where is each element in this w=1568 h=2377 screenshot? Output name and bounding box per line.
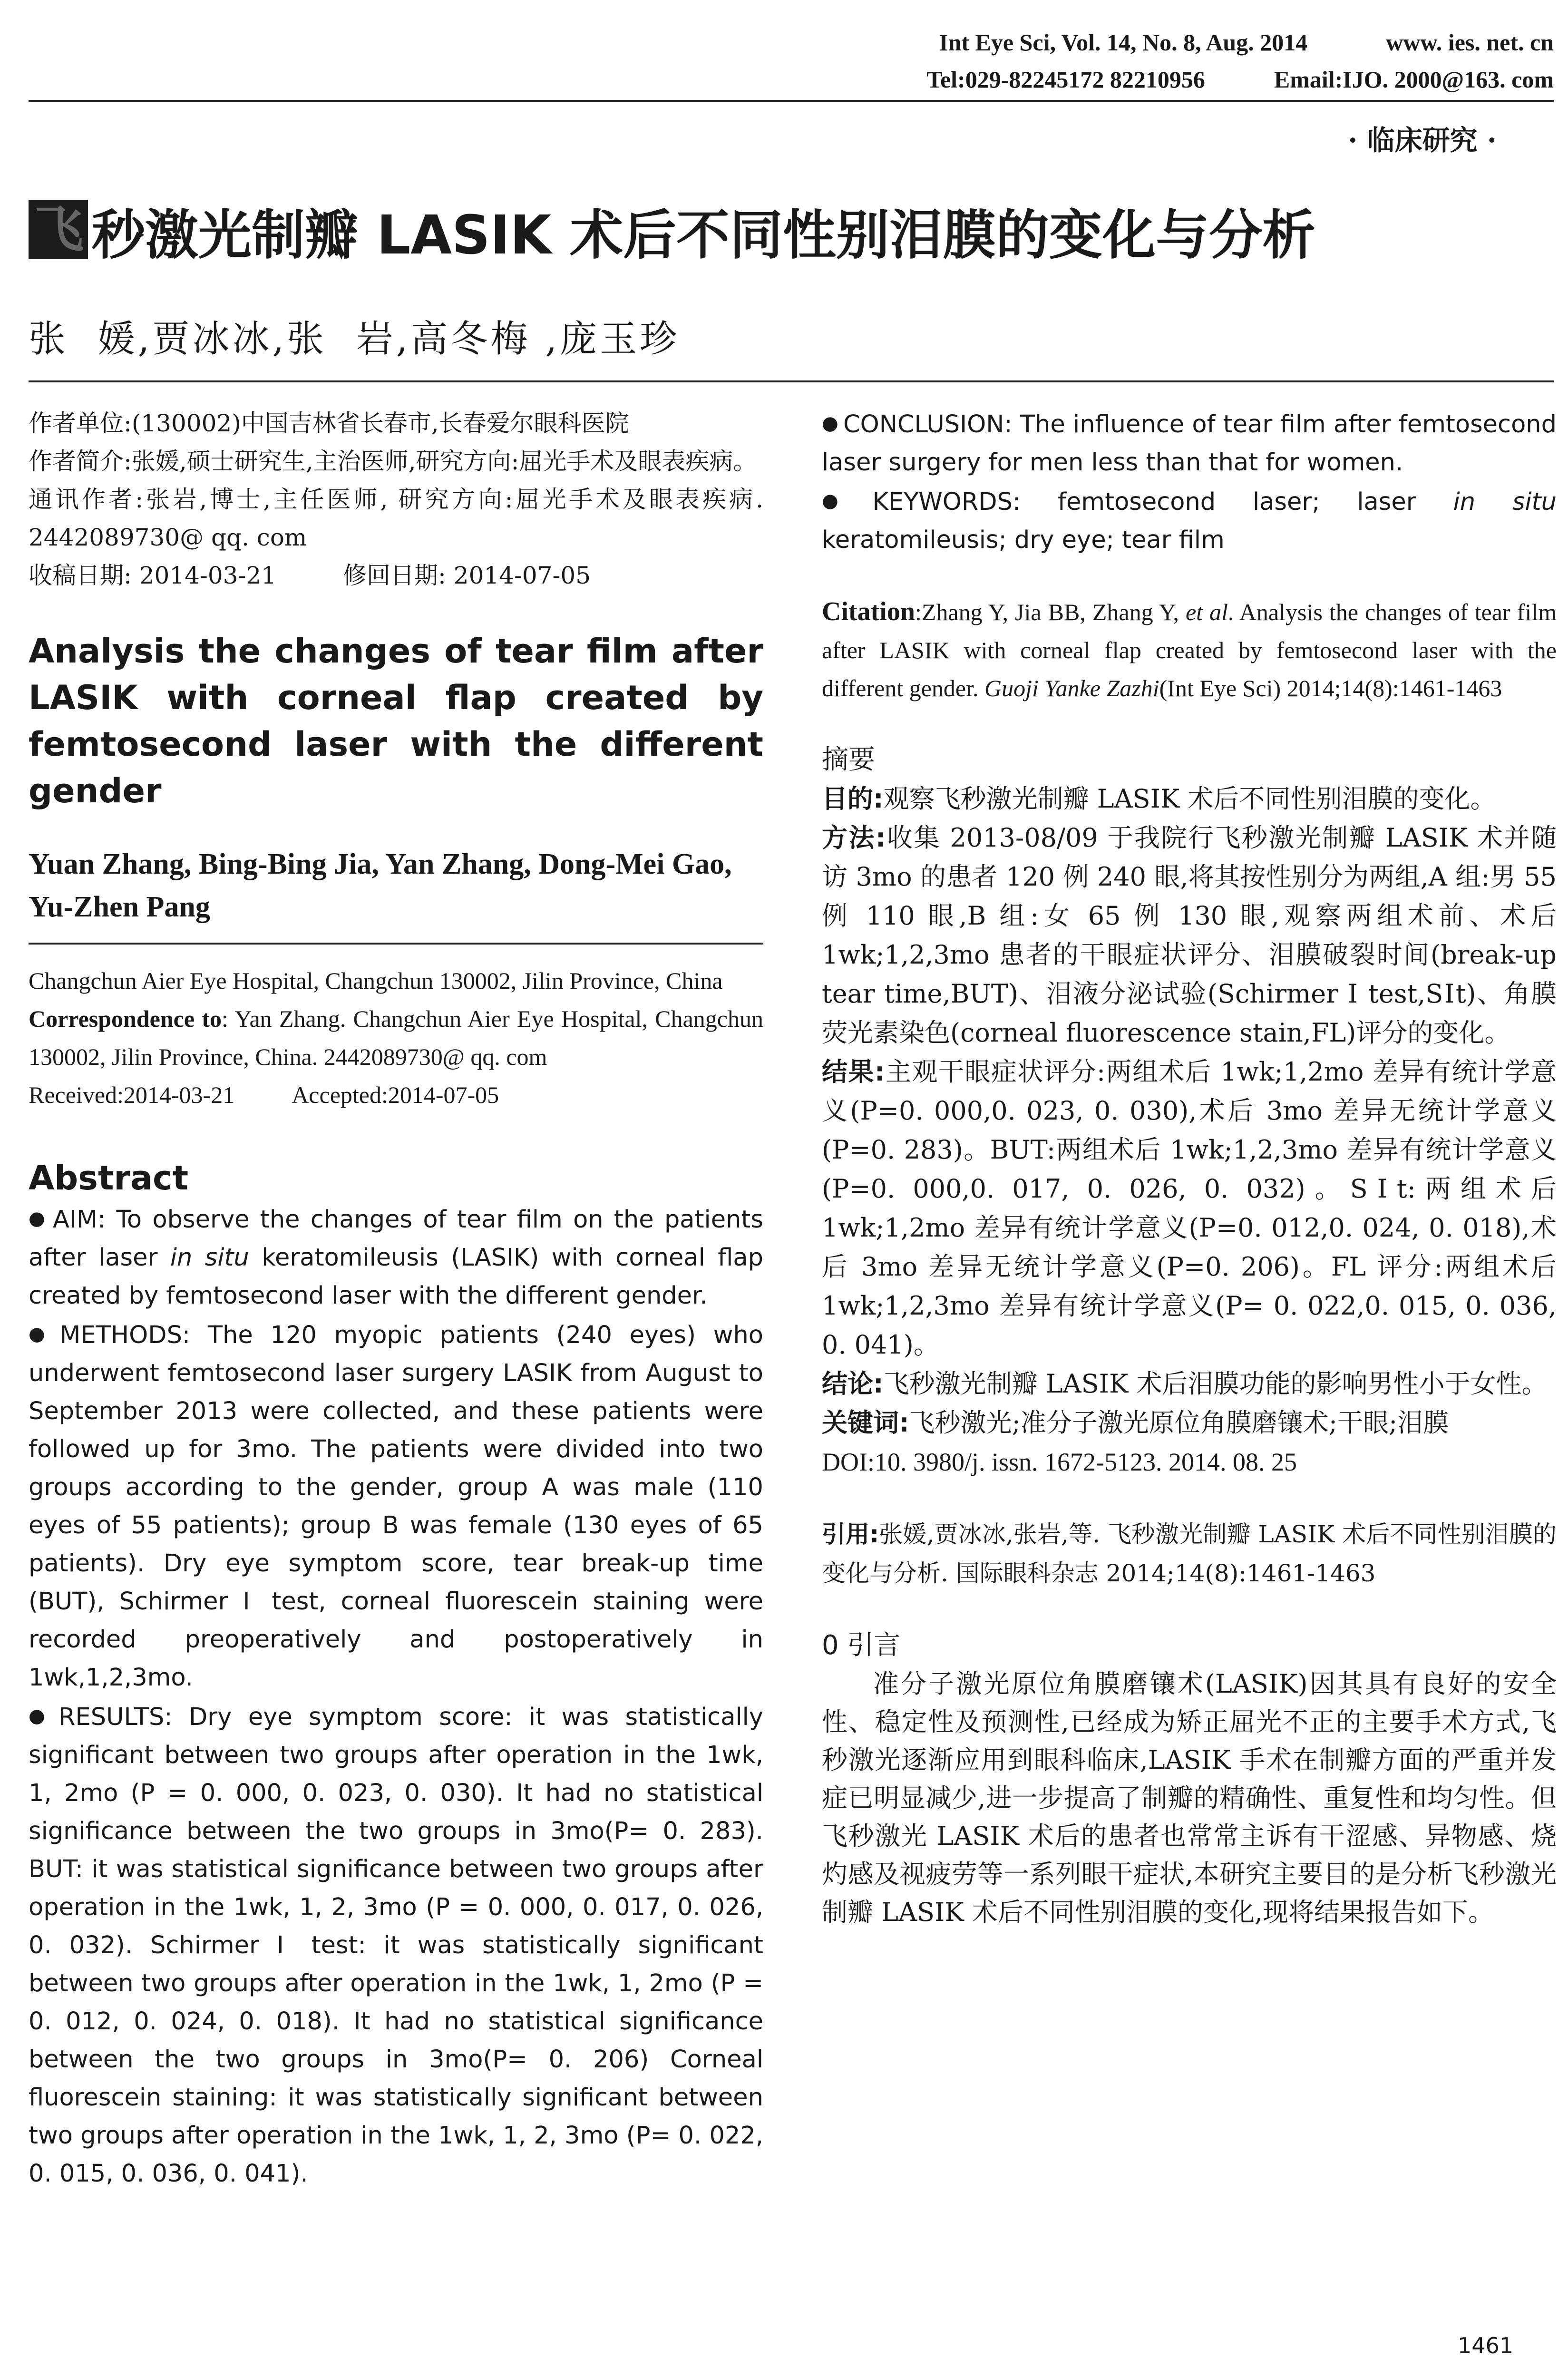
header-rule	[29, 100, 1554, 102]
zh-methods: 方法:收集 2013-08/09 于我院行飞秒激光制瓣 LASIK 术并随访 3mo 的患者 120 例 240 眼,将其按性别分为两组,A 组:男 55 例 110 眼,B 组:女 65 例 130 眼,观察两组术前、术后 1wk;1,2,3mo 患者的干眼症状评分、泪膜破裂时间(break-up tear time,BUT)、泪液分泌试验(Schirmer Ⅰ test,SⅠt)、角膜荧光素染色(corneal fluorescence stain,FL)评分的变化。	[822, 823, 1557, 1048]
citation-en: Citation:Zhang Y, Jia BB, Zhang Y, et al. Analysis the changes of tear film after LASIK with corneal flap created by femtosecond laser with the different gender. Guoji Yanke Zazhi(Int Eye Sci) 2014;14(8):1461-1463	[822, 597, 1557, 701]
doi[interactable]: DOI:10. 3980/j. issn. 1672-5123. 2014. 08. 25	[822, 1448, 1297, 1476]
title-text: 秒激光制瓣 LASIK 术后不同性别泪膜的变化与分析	[92, 205, 1316, 266]
author-metadata-cn	[29, 404, 763, 594]
affiliation-en	[29, 962, 763, 1114]
article-title	[29, 193, 1539, 278]
correspondence-en: Correspondence to: Yan Zhang. Changchun Aier Eye Hospital, Changchun 130002, Jilin Province, China. 2442089730@ qq. com	[29, 1005, 763, 1070]
dates-cn	[29, 556, 763, 594]
zh-conclusion: 结论:飞秒激光制瓣 LASIK 术后泪膜功能的影响男性小于女性。	[822, 1369, 1548, 1399]
abstract-aim: ● AIM: To observe the changes of tear film on the patients after laser in situ keratomileusis (LASIK) with corneal flap created by femtosecond laser with the different gender.	[29, 1206, 763, 1310]
citation-cn: 引用:张媛,贾冰冰,张岩,等. 飞秒激光制瓣 LASIK 术后不同性别泪膜的变化与分析. 国际眼科杂志 2014;14(8):1461-1463	[822, 1520, 1557, 1587]
journal-issue: Int Eye Sci, Vol. 14, No. 8, Aug. 2014	[939, 29, 1308, 56]
abstract-conclusion: ● CONCLUSION: The influence of tear film after femtosecond laser surgery for men less than that for women.	[822, 410, 1557, 477]
author-bio-cn: 作者简介:张媛,硕士研究生,主治医师,研究方向:屈光手术及眼表疾病。	[29, 448, 757, 475]
zh-aim: 目的:观察飞秒激光制瓣 LASIK 术后不同性别泪膜的变化。	[822, 784, 1496, 814]
affiliation-cn: 作者单位:(130002)中国吉林省长春市,长春爱尔眼科医院	[29, 409, 629, 437]
journal-tel: Tel:029-82245172 82210956	[926, 66, 1205, 93]
journal-line-1	[939, 30, 1554, 54]
abstract-body-continued	[822, 404, 1557, 559]
abstract-results: ● RESULTS: Dry eye symptom score: it was statistically significant between two groups after operation in the 1wk, 1, 2mo (P = 0. 000, 0. 023, 0. 030). It had no statistical significance between the two groups in 3mo(P= 0. 283). BUT: it was statistical significance between two groups after operation in the 1wk, 1, 2, 3mo (P = 0. 000, 0. 017, 0. 026, 0. 032). Schirmer Ⅰ test: it was statistically significant between two groups after operation in the 1wk, 1, 2mo (P = 0. 012, 0. 024, 0. 018). It had no statistical significance between the two groups in 3mo(P= 0. 206) Corneal fluorescein staining: it was statistically significant between two groups after operation in the 1wk, 1, 2, 3mo (P= 0. 022, 0. 015, 0. 036, 0. 041).	[29, 1703, 763, 2188]
page-number: 1461	[1457, 2333, 1513, 2358]
abstract-methods: ● METHODS: The 120 myopic patients (240 eyes) who underwent femtosecond laser surgery LASIK from August to September 2013 were collected, and these patients were followed up for 3mo. The patients were divided into two groups according to the gender, group A was male (110 eyes of 55 patients); group B was female (130 eyes of 65 patients). Dry eye symptom score, tear break-up time (BUT), Schirmer Ⅰ test, corneal fluorescein staining were recorded preoperatively and postoperatively in 1wk,1,2,3mo.	[29, 1321, 763, 1692]
journal-website[interactable]: www. ies. net. cn	[1386, 29, 1554, 56]
abstract-body	[29, 1199, 763, 2193]
title-rule	[29, 380, 1554, 382]
journal-line-2	[926, 68, 1554, 91]
english-title: Analysis the changes of tear film after LASIK with corneal flap created by femtosecond laser with the different gender	[29, 632, 763, 810]
abstract-heading: Abstract	[29, 1159, 189, 1198]
title-initial-mark: 飞	[29, 200, 88, 259]
correspondence-cn: 通讯作者:张岩,博士,主任医师, 研究方向:屈光手术及眼表疾病. 2442089730@ qq. com	[29, 486, 763, 551]
dates-en: Received:2014-03-21 Accepted:2014-07-05	[29, 1081, 499, 1108]
section-label: · 临床研究 ·	[1348, 124, 1497, 156]
zh-results: 结果:主观干眼症状评分:两组术后 1wk;1,2mo 差异有统计学意义(P=0. 000,0. 023, 0. 030),术后 3mo 差异无统计学意义(P=0. 283)。BUT:两组术后 1wk;1,2,3mo 差异有统计学意义(P=0. 000,0. 017, 0. 026, 0. 032)。SⅠt:两组术后 1wk;1,2mo 差异有统计学意义(P=0. 012,0. 024, 0. 018),术后 3mo 差异无统计学意义(P=0. 206)。FL 评分:两组术后 1wk;1,2,3mo 差异有统计学意义(P= 0. 022,0. 015, 0. 036, 0. 041)。	[822, 1057, 1557, 1360]
intro-heading: 0 引言	[822, 1630, 901, 1661]
institution-en: Changchun Aier Eye Hospital, Changchun 130002, Jilin Province, China	[29, 967, 723, 994]
revised-date-cn: 修回日期: 2014-07-05	[343, 562, 591, 589]
zh-keywords: 关键词:飞秒激光;准分子激光原位角膜磨镶术;干眼;泪膜	[822, 1408, 1449, 1438]
authors-cn: 张 媛,贾冰冰,张 岩,高冬梅 ,庞玉珍	[29, 318, 680, 360]
authors-rule	[29, 943, 763, 945]
right-column	[822, 404, 1557, 1931]
english-authors: Yuan Zhang, Bing-Bing Jia, Yan Zhang, Dong-Mei Gao, Yu-Zhen Pang	[29, 848, 732, 923]
running-header	[29, 20, 1554, 101]
abstract-keywords: ● KEYWORDS: femtosecond laser; laser in situ keratomileusis; dry eye; tear film	[822, 488, 1557, 554]
zh-abstract-heading: 摘要	[822, 744, 875, 775]
zh-abstract-body	[822, 779, 1557, 1442]
intro-paragraph: 准分子激光原位角膜磨镶术(LASIK)因其具有良好的安全性、稳定性及预测性,已经成为矫正屈光不正的主要手术方式,飞秒激光逐渐应用到眼科临床,LASIK 手术在制瓣方面的严重并发症已明显减少,进一步提高了制瓣的精确性、重复性和均匀性。但飞秒激光 LASIK 术后的患者也常常主诉有干涩感、异物感、烧灼感及视疲劳等一系列眼干症状,本研究主要目的是分析飞秒激光制瓣 LASIK 术后不同性别泪膜的变化,现将结果报告如下。	[822, 1669, 1557, 1927]
received-date-cn: 收稿日期: 2014-03-21	[29, 562, 277, 589]
left-column	[29, 404, 763, 2193]
journal-email[interactable]: Email:IJO. 2000@163. com	[1274, 66, 1554, 93]
